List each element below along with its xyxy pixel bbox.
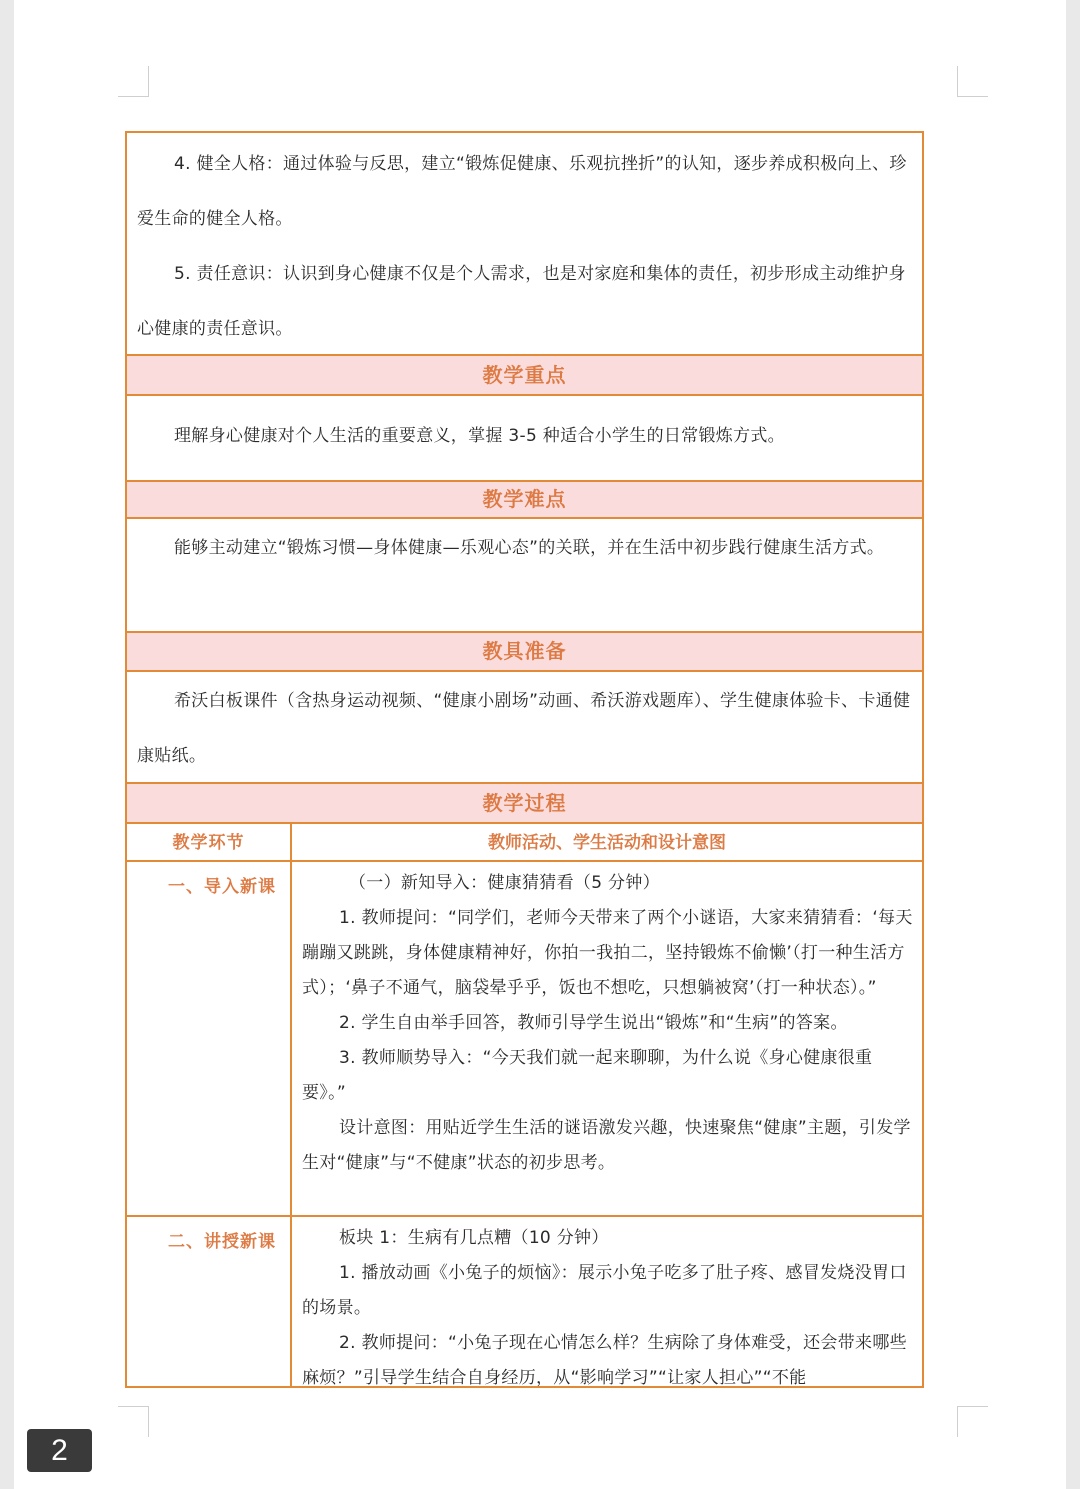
- stage-1-paragraph: 1. 教师提问：“同学们，老师今天带来了两个小谜语，大家来猜猜看：‘每天蹦蹦又跳跳，身体健康精神好，你拍一我拍二，坚持锻炼不偷懒’（打一种生活方式）；‘鼻子不通气，脑袋晕乎乎，饭也不想吃，只想躺被窝’（打一种状态）。”: [302, 908, 913, 998]
- objective-5: 5. 责任意识：认识到身心健康不仅是个人需求，也是对家庭和集体的责任，初步形成主动维护身心健康的责任意识。: [137, 264, 906, 339]
- crop-mark-top-right: [957, 66, 988, 97]
- stage-1-paragraph: （一）新知导入：健康猜猜看（5 分钟）: [349, 873, 660, 893]
- materials-text: 希沃白板课件（含热身运动视频、“健康小剧场”动画、希沃游戏题库）、学生健康体验卡、卡通健康贴纸。: [137, 691, 911, 766]
- difficulties-text: 能够主动建立“锻炼习惯—身体健康—乐观心态”的关联，并在生活中初步践行健康生活方式。: [174, 538, 885, 558]
- materials-heading: 教具准备: [127, 633, 922, 672]
- column-header-activities: 教师活动、学生活动和设计意图: [488, 833, 726, 853]
- stage-1-paragraph: 3. 教师顺势导入：“今天我们就一起来聊聊，为什么说《身心健康很重要》。”: [302, 1048, 873, 1103]
- stage-2-paragraph: 1. 播放动画《小兔子的烦恼》：展示小兔子吃多了肚子疼、感冒发烧没胃口的场景。: [302, 1263, 907, 1318]
- crop-mark-top-left: [118, 66, 149, 97]
- difficulties-cell: [127, 519, 922, 633]
- materials-cell: [127, 672, 922, 784]
- stage-activities: [292, 1217, 922, 1388]
- objectives-continued-cell: [127, 133, 922, 356]
- page-number-badge: 2: [27, 1429, 92, 1472]
- process-column-headers: [127, 824, 922, 862]
- objective-4: 4. 健全人格：通过体验与反思，建立“锻炼促健康、乐观抗挫折”的认知，逐步养成积极向上、珍爱生命的健全人格。: [137, 154, 907, 229]
- key-points-heading: 教学重点: [127, 356, 922, 396]
- difficulties-heading: 教学难点: [127, 482, 922, 519]
- stage-1-paragraph: 2. 学生自由举手回答，教师引导学生说出“锻炼”和“生病”的答案。: [339, 1013, 848, 1033]
- stage-1-paragraph: 设计意图：用贴近学生生活的谜语激发兴趣，快速聚焦“健康”主题，引发学生对“健康”与“不健康”状态的初步思考。: [302, 1118, 911, 1173]
- lesson-plan-table: [125, 131, 924, 1388]
- stage-activities: [292, 862, 922, 1215]
- process-heading: 教学过程: [127, 784, 922, 824]
- table-row: [127, 862, 922, 1217]
- stage-name: 二、讲授新课: [127, 1217, 292, 1388]
- stage-name: 一、导入新课: [127, 862, 292, 1215]
- stage-2-paragraph: 板块 1：生病有几点糟（10 分钟）: [339, 1228, 609, 1248]
- crop-mark-bottom-right: [957, 1406, 988, 1437]
- key-points-text: 理解身心健康对个人生活的重要意义，掌握 3-5 种适合小学生的日常锻炼方式。: [174, 426, 785, 446]
- key-points-cell: [127, 396, 922, 482]
- column-header-stage: 教学环节: [127, 824, 292, 860]
- stage-2-paragraph: 2. 教师提问：“小兔子现在心情怎么样？生病除了身体难受，还会带来哪些麻烦？”引导学生结合自身经历，从“影响学习”“让家人担心”“不能: [302, 1333, 907, 1388]
- table-row: [127, 1217, 922, 1388]
- crop-mark-bottom-left: [118, 1406, 149, 1437]
